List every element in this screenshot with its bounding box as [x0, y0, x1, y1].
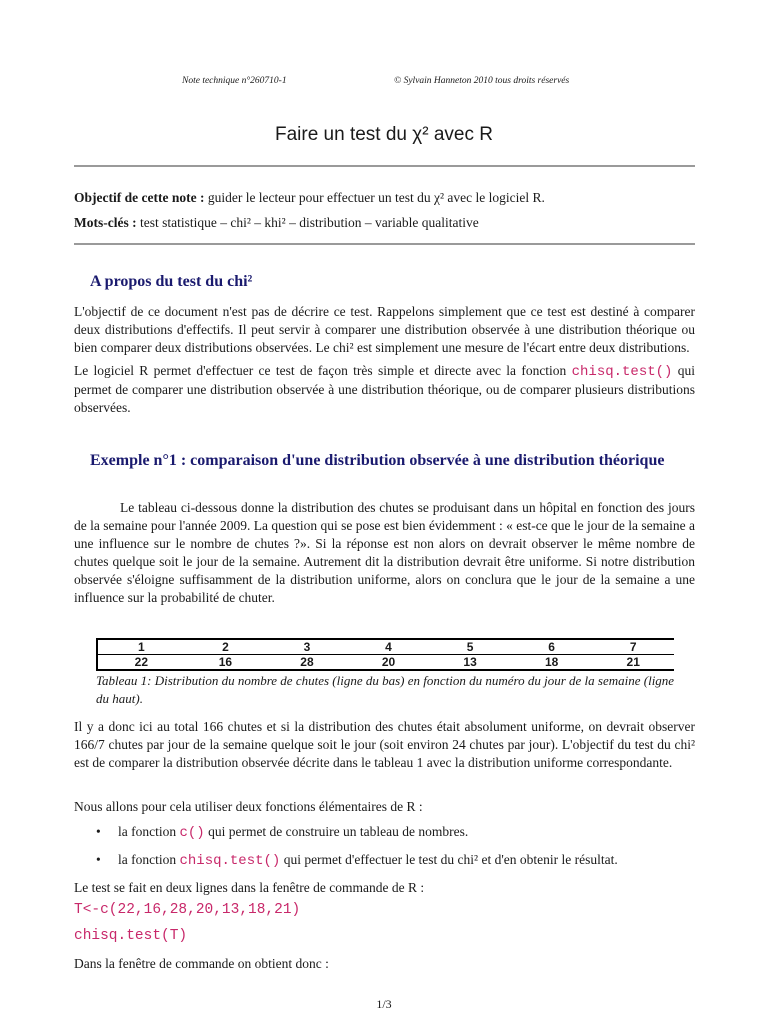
table-cell: 16 [185, 655, 267, 671]
example-paragraph-4: Le test se fait en deux lignes dans la fenêtre de commande de R : [74, 880, 425, 895]
section-heading-about: A propos du test du chi² [90, 273, 253, 290]
table-cell: 6 [511, 639, 593, 655]
code-line-1: T<-c(22,16,28,20,13,18,21) [74, 902, 301, 918]
example-paragraph-1: Le tableau ci-dessous donne la distribution des chutes se produisant dans un hôpital en fonction des jours de la semaine pour l'année 2009. La question qui se pose est bien évidemment : « est-ce que le jour de la semaine a une influence sur le nombre de chutes ?». Si la réponse est non alors on devrait observer le même nombre de chutes quelque soit le jour de la semaine. Autrement dit la distribution devrait être uniforme. Si notre distribution observée s'éloigne suffisamment de la distribution uniforme, alors on conclura que le jour de la semaine a une influence sur la probabilité de chuter. [74, 500, 695, 605]
bullet-icon: • [96, 852, 101, 867]
bullet-icon: • [96, 824, 101, 839]
table-cell: 5 [429, 639, 511, 655]
keywords-line [74, 215, 479, 231]
keywords-text: test statistique – chi² – khi² – distribution – variable qualitative [136, 215, 479, 230]
header-note-ref: Note technique n°260710-1 [182, 76, 287, 86]
c-function-code: c() [179, 825, 205, 841]
keywords-label: Mots-clés : [74, 215, 137, 230]
list-item-text-b: qui permet de construire un tableau de nombres. [204, 824, 469, 839]
section-about-body [74, 303, 695, 417]
table-cell: 22 [97, 655, 185, 671]
objective-text: guider le lecteur pour effectuer un test du χ² avec le logiciel R. [204, 190, 545, 205]
list-item [96, 852, 618, 869]
table-cell: 4 [348, 639, 430, 655]
table-cell: 18 [511, 655, 593, 671]
objective-label: Objectif de cette note : [74, 190, 205, 205]
divider-bottom [74, 243, 695, 245]
section-heading-example-1: Exemple n°1 : comparaison d'une distribution observée à une distribution théorique [90, 452, 665, 469]
table-row-counts [97, 655, 674, 671]
table-caption: Tableau 1: Distribution du nombre de chutes (ligne du bas) en fonction du numéro du jour de la semaine (ligne du haut). [96, 673, 675, 706]
list-item-text-a: la fonction [118, 824, 180, 839]
example-paragraph-2: Il y a donc ici au total 166 chutes et si la distribution des chutes était absolument uniforme, on devrait observer 166/7 chutes par jour de la semaine quelque soit le jour (soit environ 24 chutes par jour). L'objectif du test du chi² est de comparer la distribution observée décrite dans le tableau 1 avec la distribution uniforme correspondante. [74, 719, 695, 770]
table-cell: 21 [592, 655, 674, 671]
example-paragraph-3: Nous allons pour cela utiliser deux fonctions élémentaires de R : [74, 799, 423, 814]
table-cell: 28 [266, 655, 348, 671]
table-cell: 1 [97, 639, 185, 655]
falls-distribution-table [96, 638, 674, 671]
example-paragraph-5: Dans la fenêtre de commande on obtient donc : [74, 956, 329, 971]
list-item-text-a: la fonction [118, 852, 180, 867]
page-number: 1/3 [376, 997, 392, 1011]
table-cell: 2 [185, 639, 267, 655]
chisq-test-code: chisq.test() [571, 364, 673, 380]
about-paragraph-2 [74, 362, 695, 417]
list-item-text-b: qui permet d'effectuer le test du chi² et d'en obtenir le résultat. [280, 852, 618, 867]
about-paragraph-1: L'objectif de ce document n'est pas de décrire ce test. Rappelons simplement que ce test est destiné à comparer deux distributions d'effectifs. Il peut servir à comparer une distribution observée à une distribution théorique ou bien comparer deux distributions observées. Le chi² est simplement une mesure de l'écart entre deux distributions. [74, 304, 695, 355]
table-cell: 3 [266, 639, 348, 655]
header-copyright: © Sylvain Hanneton 2010 tous droits réservés [394, 76, 570, 86]
about-paragraph-2-b: qui permet de comparer une distribution observée à une distribution théorique, ou de comparer plusieurs distributions observées. [74, 363, 695, 415]
divider-top [74, 165, 695, 167]
table-cell: 20 [348, 655, 430, 671]
code-line-2: chisq.test(T) [74, 928, 188, 944]
about-paragraph-2-a: Le logiciel R permet d'effectuer ce test de façon très simple et directe avec la fonction [74, 363, 572, 378]
table-cell: 7 [592, 639, 674, 655]
chisq-test-code: chisq.test() [179, 853, 281, 869]
objective-line [74, 190, 545, 206]
page-title: Faire un test du χ² avec R [274, 124, 493, 145]
table-row-days [97, 639, 674, 655]
list-item [96, 824, 468, 841]
table-cell: 13 [429, 655, 511, 671]
